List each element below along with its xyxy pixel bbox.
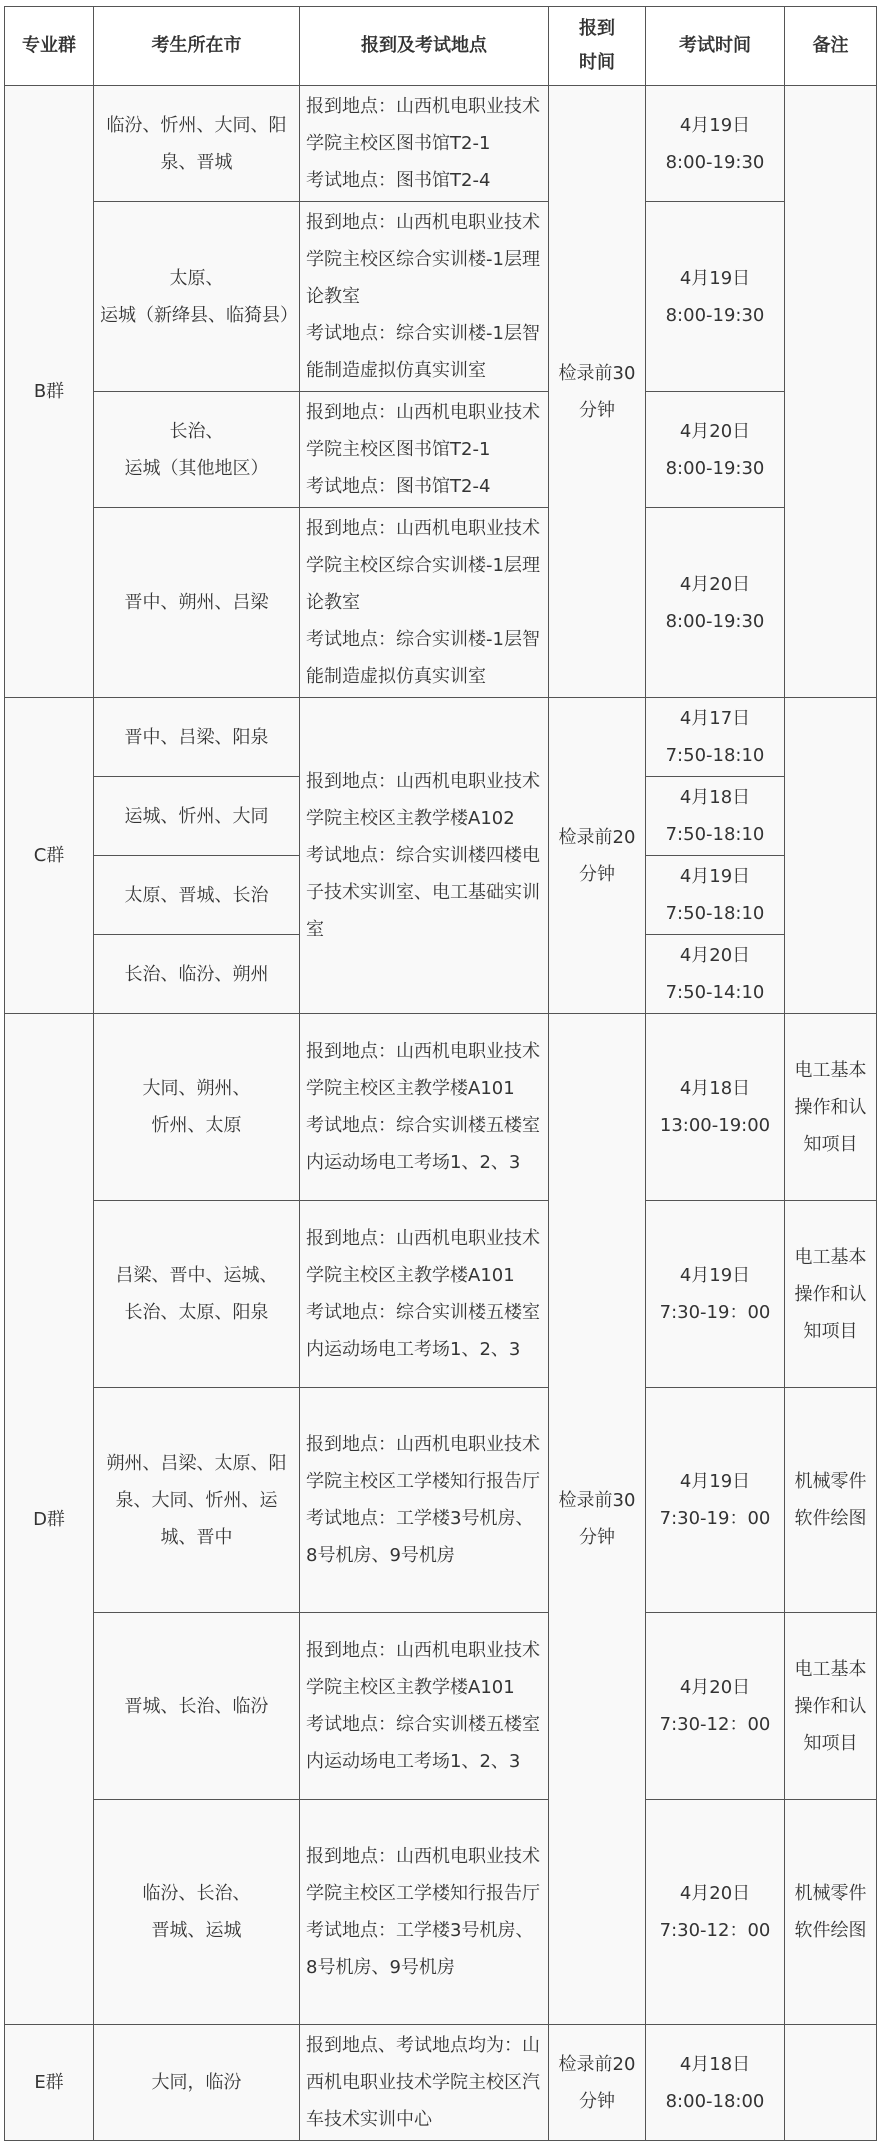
table-row xyxy=(5,1201,877,1388)
location-cell-c: 报到地点：山西机电职业技术学院主校区主教学楼A102 考试地点：综合实训楼四楼电子技术实训室、电工基础实训室 xyxy=(300,698,549,1014)
exam-time-cell: 4月19日 7:30-19：00 xyxy=(646,1201,785,1388)
location-cell: 报到地点：山西机电职业技术学院主校区工学楼知行报告厅 考试地点：工学楼3号机房、 8号机房、9号机房 xyxy=(300,1800,549,2025)
city-cell: 晋中、朔州、吕梁 xyxy=(94,508,300,698)
checkin-cell-c: 检录前20分钟 xyxy=(549,698,646,1014)
table-row xyxy=(5,86,877,202)
note-cell-b xyxy=(785,86,877,698)
group-name-d: D群 xyxy=(5,1014,94,2025)
header-group: 专业群 xyxy=(5,7,94,86)
location-cell: 报到地点：山西机电职业技术学院主校区主教学楼A101 考试地点：综合实训楼五楼室内运动场电工考场1、2、3 xyxy=(300,1014,549,1201)
city-cell: 临汾、长治、 晋城、运城 xyxy=(94,1800,300,2025)
checkin-cell-e: 检录前20分钟 xyxy=(549,2025,646,2141)
header-city: 考生所在市 xyxy=(94,7,300,86)
city-cell: 朔州、吕梁、太原、阳泉、大同、忻州、运城、晋中 xyxy=(94,1388,300,1613)
note-cell xyxy=(785,2025,877,2141)
exam-schedule-table xyxy=(4,6,877,2141)
city-cell: 晋城、长治、临汾 xyxy=(94,1613,300,1800)
city-cell: 晋中、吕梁、阳泉 xyxy=(94,698,300,777)
city-cell: 太原、 运城（新绛县、临猗县） xyxy=(94,202,300,392)
note-cell: 电工基本操作和认知项目 xyxy=(785,1014,877,1201)
city-cell: 长治、临汾、朔州 xyxy=(94,935,300,1014)
note-cell: 机械零件软件绘图 xyxy=(785,1388,877,1613)
exam-time-cell: 4月20日 8:00-19:30 xyxy=(646,508,785,698)
checkin-cell-b: 检录前30分钟 xyxy=(549,86,646,698)
location-cell: 报到地点、考试地点均为：山西机电职业技术学院主校区汽车技术实训中心 xyxy=(300,2025,549,2141)
location-cell: 报到地点：山西机电职业技术学院主校区主教学楼A101 考试地点：综合实训楼五楼室内运动场电工考场1、2、3 xyxy=(300,1613,549,1800)
location-cell: 报到地点：山西机电职业技术学院主校区图书馆T2-1 考试地点：图书馆T2-4 xyxy=(300,86,549,202)
exam-time-cell: 4月20日 7:30-12：00 xyxy=(646,1800,785,2025)
location-cell: 报到地点：山西机电职业技术学院主校区综合实训楼-1层理论教室 考试地点：综合实训楼-1层智能制造虚拟仿真实训室 xyxy=(300,202,549,392)
table-row xyxy=(5,508,877,698)
header-checkin: 报到 时间 xyxy=(549,7,646,86)
exam-time-cell: 4月17日 7:50-18:10 xyxy=(646,698,785,777)
table-row xyxy=(5,202,877,392)
exam-time-cell: 4月19日 7:50-18:10 xyxy=(646,856,785,935)
city-cell: 运城、忻州、大同 xyxy=(94,777,300,856)
group-name-b: B群 xyxy=(5,86,94,698)
header-note: 备注 xyxy=(785,7,877,86)
header-exam-time: 考试时间 xyxy=(646,7,785,86)
city-cell: 临汾、忻州、大同、阳泉、晋城 xyxy=(94,86,300,202)
table-row xyxy=(5,1800,877,2025)
exam-time-cell: 4月19日 7:30-19：00 xyxy=(646,1388,785,1613)
exam-time-cell: 4月18日 13:00-19:00 xyxy=(646,1014,785,1201)
location-cell: 报到地点：山西机电职业技术学院主校区综合实训楼-1层理论教室 考试地点：综合实训楼-1层智能制造虚拟仿真实训室 xyxy=(300,508,549,698)
city-cell: 长治、 运城（其他地区） xyxy=(94,392,300,508)
group-name-c: C群 xyxy=(5,698,94,1014)
city-cell: 大同、朔州、 忻州、太原 xyxy=(94,1014,300,1201)
location-cell: 报到地点：山西机电职业技术学院主校区工学楼知行报告厅 考试地点：工学楼3号机房、 8号机房、9号机房 xyxy=(300,1388,549,1613)
note-cell: 电工基本操作和认知项目 xyxy=(785,1613,877,1800)
city-cell: 吕梁、晋中、运城、 长治、太原、阳泉 xyxy=(94,1201,300,1388)
table-row xyxy=(5,392,877,508)
city-cell: 大同，临汾 xyxy=(94,2025,300,2141)
table-row xyxy=(5,1613,877,1800)
exam-time-cell: 4月19日 8:00-19:30 xyxy=(646,202,785,392)
location-cell: 报到地点：山西机电职业技术学院主校区主教学楼A101 考试地点：综合实训楼五楼室内运动场电工考场1、2、3 xyxy=(300,1201,549,1388)
table-row xyxy=(5,1014,877,1201)
exam-time-cell: 4月18日 8:00-18:00 xyxy=(646,2025,785,2141)
location-cell: 报到地点：山西机电职业技术学院主校区图书馆T2-1 考试地点：图书馆T2-4 xyxy=(300,392,549,508)
exam-time-cell: 4月20日 7:30-12：00 xyxy=(646,1613,785,1800)
table-header-row xyxy=(5,7,877,86)
exam-schedule xyxy=(4,6,876,2141)
table-row xyxy=(5,1388,877,1613)
exam-time-cell: 4月20日 8:00-19:30 xyxy=(646,392,785,508)
city-cell: 太原、晋城、长治 xyxy=(94,856,300,935)
exam-time-cell: 4月19日 8:00-19:30 xyxy=(646,86,785,202)
note-cell: 机械零件软件绘图 xyxy=(785,1800,877,2025)
exam-time-cell: 4月18日 7:50-18:10 xyxy=(646,777,785,856)
table-row xyxy=(5,2025,877,2141)
header-location: 报到及考试地点 xyxy=(300,7,549,86)
note-cell-c xyxy=(785,698,877,1014)
checkin-cell-d: 检录前30分钟 xyxy=(549,1014,646,2025)
exam-time-cell: 4月20日 7:50-14:10 xyxy=(646,935,785,1014)
note-cell: 电工基本操作和认知项目 xyxy=(785,1201,877,1388)
table-row xyxy=(5,698,877,777)
group-name-e: E群 xyxy=(5,2025,94,2141)
